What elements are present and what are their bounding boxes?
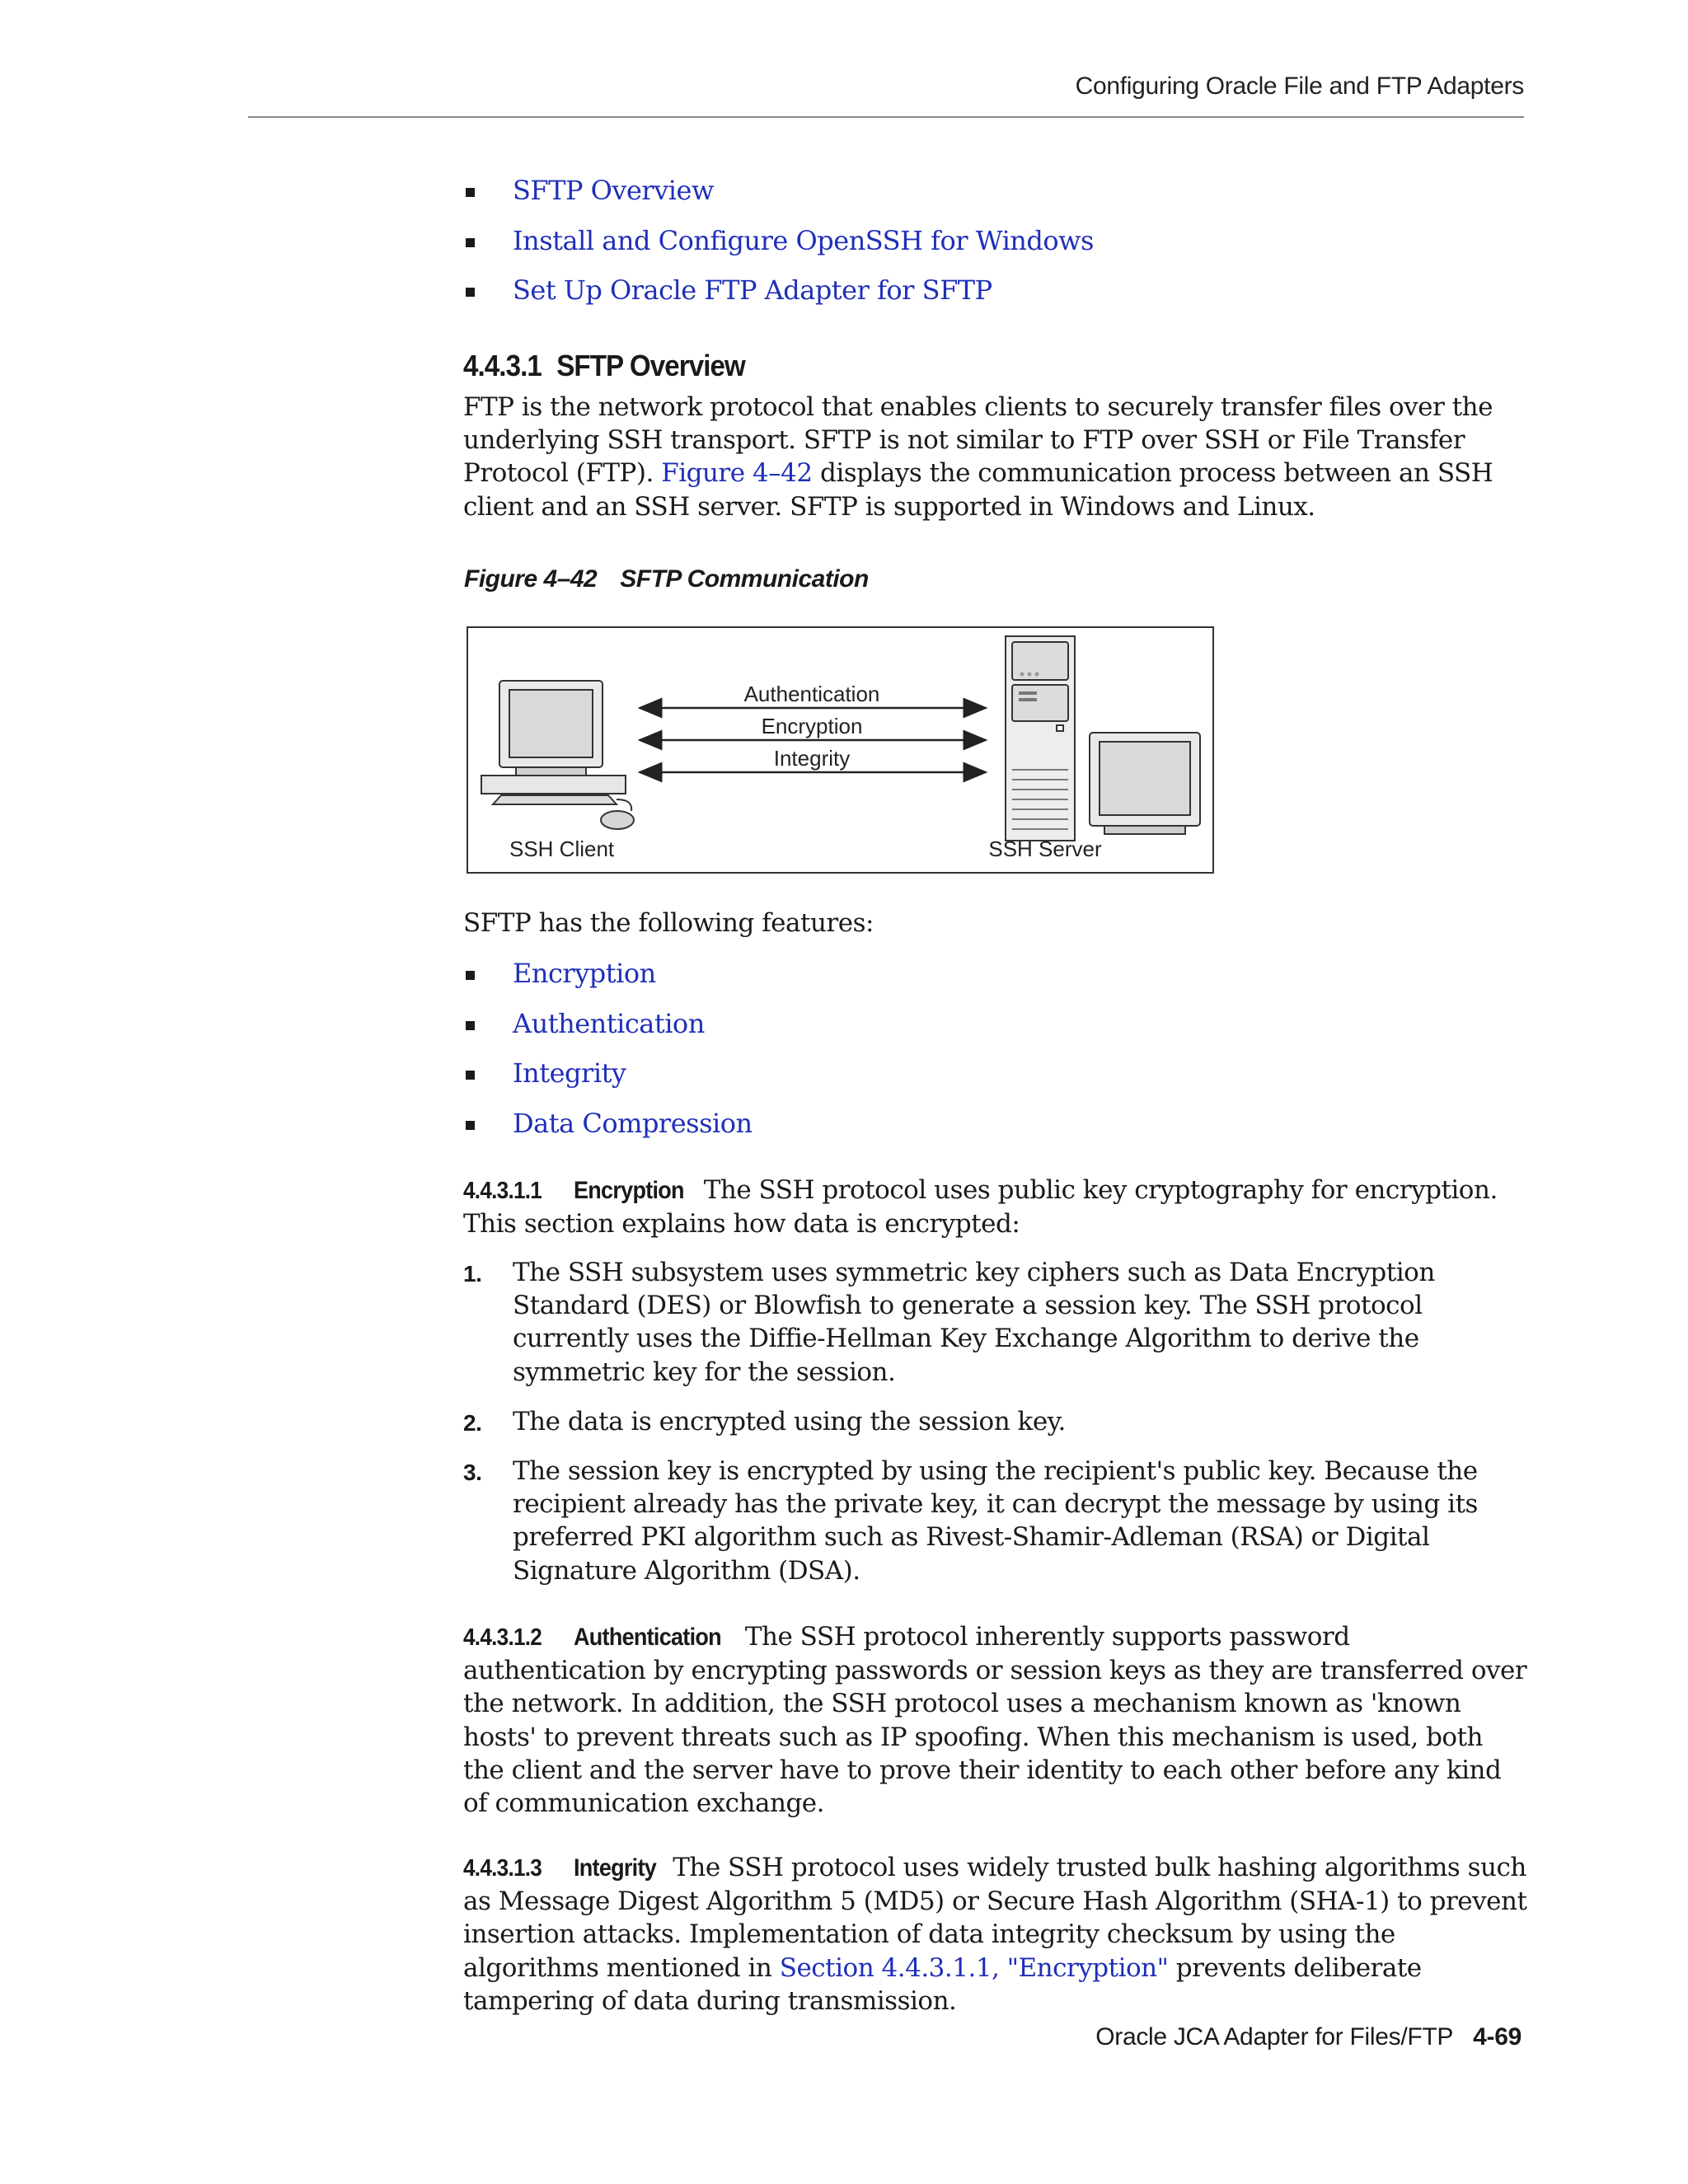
encryption-step: 3. The session key is encrypted by using the recipient's public key. Because the recipient already has the private key, it can decrypt the message by using its preferred PKI algorithm such as Rivest-Shamir-Adleman (RSA) or Digital Signature Algorithm (DSA). bbox=[463, 1456, 1478, 1586]
encryption-title: Encryption bbox=[573, 1177, 684, 1204]
bullet-square-icon bbox=[466, 1021, 475, 1030]
arrow-label-authentication: Authentication bbox=[743, 682, 880, 706]
page-footer bbox=[1095, 2023, 1522, 2051]
ssh-server-monitor-icon bbox=[1090, 733, 1200, 834]
authentication-section bbox=[463, 1620, 1531, 1820]
footer-book-title: Oracle JCA Adapter for Files/FTP bbox=[1095, 2023, 1454, 2050]
encryption-text: The SSH protocol uses public key cryptography for encryption. This section explains how data is encrypted: bbox=[463, 1175, 1498, 1240]
ssh-client-computer-icon bbox=[481, 681, 634, 829]
section-heading bbox=[463, 349, 745, 383]
section-number: 4.4.3.1 bbox=[463, 349, 542, 382]
section-intro: FTP is the network protocol that enables clients to securely transfer files over the underlying SSH transport. SFTP is not similar to FTP over SSH or File Transfer Protocol (FTP). Figure 4–42 displays the communication process between an SSH client and an SSH server. SFTP is supported in Windows and Linux. bbox=[463, 392, 1493, 522]
encryption-step: 2. The data is encrypted using the session key. bbox=[463, 1406, 1066, 1436]
encryption-section-link[interactable]: Section 4.4.3.1.1, "Encryption" bbox=[779, 1952, 1169, 1983]
feature-link-encryption[interactable]: Encryption bbox=[513, 958, 656, 989]
sftp-communication-figure bbox=[467, 626, 1214, 874]
ssh-client-label: SSH Client bbox=[509, 837, 615, 861]
authentication-text: The SSH protocol inherently supports password authentication by encrypting passwords or session keys as they are transferred over the network. In addition, the SSH protocol uses a mechanism known as 'known hosts' to prevent threats such as IP spoofing. When this mechanism is used, both the client and the server have to prove their identity to each other before any kind of communication exchange. bbox=[463, 1622, 1527, 1819]
footer-page-number: 4-69 bbox=[1473, 2023, 1522, 2050]
arrow-label-integrity: Integrity bbox=[773, 746, 851, 771]
figure-caption bbox=[464, 565, 869, 593]
encryption-number: 4.4.3.1.1 bbox=[463, 1178, 542, 1204]
bullet-square-icon bbox=[466, 1121, 475, 1130]
bullet-square-icon bbox=[466, 188, 475, 197]
bullet-square-icon bbox=[466, 1071, 475, 1080]
toc-link-sftp-overview[interactable]: SFTP Overview bbox=[513, 175, 714, 206]
encryption-step: 1. The SSH subsystem uses symmetric key ciphers such as Data Encryption Standard (DES) or Blowfish to generate a session key. The SSH protocol currently uses the Diffie-Hellman Key Exchange Algorithm to derive the symmetric key for the session. bbox=[463, 1258, 1435, 1387]
toc-link-setup-ftp-adapter[interactable]: Set Up Oracle FTP Adapter for SFTP bbox=[513, 274, 992, 306]
arrow-label-encryption: Encryption bbox=[761, 714, 863, 738]
toc-link-install-openssh[interactable]: Install and Configure OpenSSH for Windows bbox=[513, 224, 1094, 256]
bullet-square-icon bbox=[466, 288, 475, 297]
authentication-title: Authentication bbox=[573, 1624, 721, 1651]
feature-link-integrity[interactable]: Integrity bbox=[513, 1057, 626, 1089]
bullet-square-icon bbox=[466, 238, 475, 247]
section-title: SFTP Overview bbox=[556, 349, 745, 382]
encryption-steps bbox=[463, 1256, 1531, 1587]
running-header: Configuring Oracle File and FTP Adapters bbox=[1075, 73, 1524, 100]
features-intro: SFTP has the following features: bbox=[463, 908, 874, 938]
figure-caption-title: SFTP Communication bbox=[620, 565, 869, 593]
feature-link-authentication[interactable]: Authentication bbox=[513, 1007, 705, 1039]
authentication-number: 4.4.3.1.2 bbox=[463, 1624, 542, 1651]
header-rule bbox=[248, 116, 1524, 118]
ssh-server-label: SSH Server bbox=[988, 837, 1102, 861]
feature-link-data-compression[interactable]: Data Compression bbox=[513, 1107, 753, 1139]
bullet-square-icon bbox=[466, 971, 475, 980]
figure-caption-number: Figure 4–42 bbox=[464, 565, 598, 593]
integrity-title: Integrity bbox=[573, 1854, 656, 1882]
integrity-number: 4.4.3.1.3 bbox=[463, 1855, 542, 1882]
figure-link[interactable]: Figure 4–42 bbox=[661, 458, 813, 489]
encryption-section bbox=[463, 1174, 1531, 1240]
integrity-section: 4.4.3.1.3 Integrity The SSH protocol uses widely trusted bulk hashing algorithms such as Message Digest Algorithm 5 (MD5) or Secure Hash Algorithm (SHA-1) to prevent insertion attacks. Implementation of data integrity checksum by using the algorithms mentioned in Section 4.4.3.1.1, "Encryption" prevents deliberate tampering of data during transmission. bbox=[463, 1853, 1527, 2016]
ssh-server-tower-icon bbox=[1006, 636, 1075, 841]
